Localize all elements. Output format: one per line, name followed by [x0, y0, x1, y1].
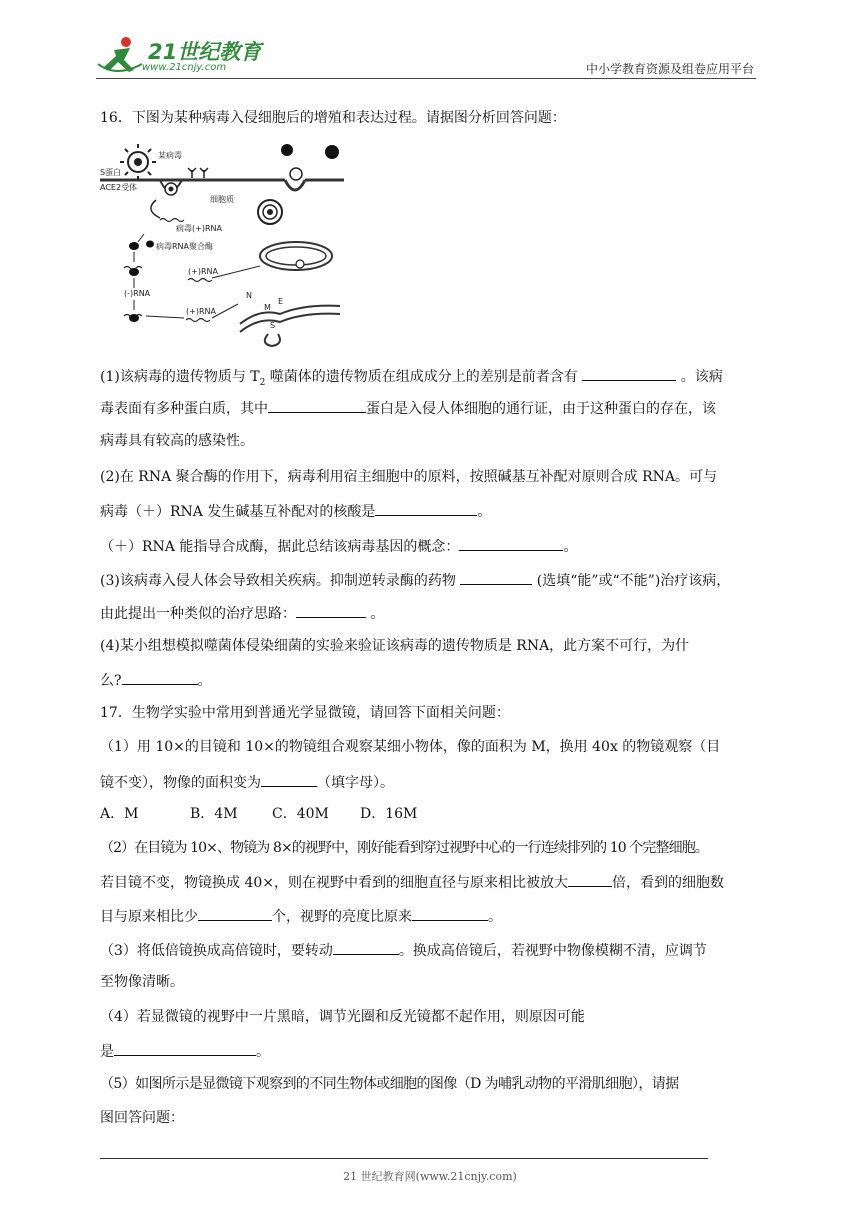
q16-part4-line2: 么? 。 — [100, 673, 212, 689]
answer-blank[interactable] — [268, 400, 366, 413]
svg-text:M: M — [264, 303, 271, 312]
option-a[interactable]: A．M — [100, 806, 139, 822]
option-c[interactable]: C．40M — [272, 806, 329, 822]
answer-blank[interactable] — [460, 572, 532, 585]
option-d[interactable]: D．16M — [360, 806, 418, 822]
answer-blank[interactable] — [198, 908, 272, 921]
q16-part2-line3: （＋）RNA 能指导合成酶，据此总结该病毒基因的概念： 。 — [100, 539, 578, 555]
q17-part4-line1: （4）若显微镜的视野中一片黑暗，调节光圈和反光镜都不起作用，则原因可能 — [100, 1009, 585, 1025]
answer-blank[interactable] — [296, 605, 366, 618]
q16-part2-line2: 病毒（＋）RNA 发生碱基互补配对的核酸是 。 — [100, 504, 492, 520]
svg-text:(+)RNA: (+)RNA — [186, 307, 216, 316]
q17-part2-line3: 目与原来相比少 个，视野的亮度比原来 。 — [100, 909, 502, 925]
svg-text:N: N — [246, 291, 252, 300]
answer-blank[interactable] — [568, 874, 612, 887]
answer-blank[interactable] — [412, 908, 488, 921]
virus-replication-diagram — [100, 138, 346, 350]
svg-text:ACE2受体: ACE2受体 — [100, 183, 138, 192]
q16-part2-line1: (2)在 RNA 聚合酶的作用下，病毒利用宿主细胞中的原料，按照碱基互补配对原则合成 RNA。可与 — [100, 469, 717, 485]
svg-text:某病毒: 某病毒 — [158, 151, 182, 160]
svg-text:S: S — [270, 321, 276, 330]
svg-text:S蛋白: S蛋白 — [100, 168, 122, 177]
q17-part2-line1: （2）在目镜为 10×、物镜为 8×的视野中，刚好能看到穿过视野中心的一行连续排列的 10 个完整细胞。 — [100, 840, 708, 856]
q17-part4-line2: 是 。 — [100, 1044, 270, 1060]
q16-part1-line1: (1)该病毒的遗传物质与 $T_2$ 噬菌体的遗传物质在组成成分上的差别是前者含有 。该病 — [100, 369, 723, 388]
logo-text: 21世纪教育 — [148, 40, 262, 64]
footer-divider — [100, 1158, 708, 1159]
q17-part3-line1: （3）将低倍镜换成高倍镜时，要转动 。换成高倍镜后，若视野中物像模糊不清，应调节 — [100, 943, 707, 959]
answer-blank[interactable] — [122, 672, 198, 685]
option-b[interactable]: B．4M — [190, 806, 238, 822]
q17-options — [100, 807, 417, 821]
site-logo — [96, 34, 266, 76]
q17-title: 17．生物学实验中常用到普通光学显微镜，请回答下面相关问题： — [100, 705, 510, 721]
q16-part3-line2: 由此提出一种类似的治疗思路： 。 — [100, 606, 385, 622]
answer-blank[interactable] — [375, 503, 477, 516]
virus-particle-icon — [120, 144, 156, 180]
q17-part1-line2: 镜不变），物像的面积变为 （填字母）。 — [100, 775, 394, 791]
q16-part1-line3: 病毒具有较高的感染性。 — [100, 433, 254, 449]
page-footer: 21 世纪教育网(www.21cnjy.com) — [343, 1170, 517, 1183]
answer-blank[interactable] — [459, 538, 563, 551]
page-header — [96, 30, 756, 80]
header-divider — [96, 78, 756, 79]
q17-part3-line2: 至物像清晰。 — [100, 974, 184, 990]
svg-text:细胞质: 细胞质 — [210, 195, 234, 204]
q17-part5-line2: 图回答问题： — [100, 1110, 184, 1126]
answer-blank[interactable] — [261, 774, 317, 787]
svg-text:(-)RNA: (-)RNA — [124, 289, 151, 298]
svg-text:(+)RNA: (+)RNA — [188, 267, 218, 276]
logo-url: www.21cnjy.com — [142, 62, 227, 73]
q16-part4-line1: (4)某小组想模拟噬菌体侵染细菌的实验来验证该病毒的遗传物质是 RNA，此方案不可行，为什 — [100, 638, 690, 654]
svg-text:病毒RNA聚合酶: 病毒RNA聚合酶 — [156, 242, 214, 251]
runner-logo-icon — [96, 34, 146, 76]
q17-part1-line1: （1）用 10×的目镜和 10×的物镜组合观察某细小物体，像的面积为 M，换用 40x 的物镜观察（目 — [100, 739, 721, 755]
q17-part5-line1: （5）如图所示是显微镜下观察到的不同生物体或细胞的图像（D 为哺乳动物的平滑肌细胞），请据 — [100, 1076, 679, 1092]
q16-part3-line1: (3)该病毒入侵人体会导致相关疾病。抑制逆转录酶的药物 (选填“能”或“不能”)治疗该病， — [100, 573, 731, 589]
q16-title: 16．下图为某种病毒入侵细胞后的增殖和表达过程。请据图分析回答问题： — [100, 110, 566, 126]
svg-text:E: E — [278, 297, 284, 306]
answer-blank[interactable] — [114, 1043, 256, 1056]
platform-title: 中小学教育资源及组卷应用平台 — [585, 62, 754, 76]
answer-blank[interactable] — [333, 942, 399, 955]
q16-part1-line2: 毒表面有多种蛋白质，其中 蛋白是入侵人体细胞的通行证，由于这种蛋白的存在，该 — [100, 401, 716, 417]
q17-part2-line2: 若目镜不变，物镜换成 40×，则在视野中看到的细胞直径与原来相比被放大 倍，看到的细胞数 — [100, 875, 724, 891]
answer-blank[interactable] — [582, 368, 676, 381]
svg-text:病毒(+)RNA: 病毒(+)RNA — [176, 224, 222, 233]
